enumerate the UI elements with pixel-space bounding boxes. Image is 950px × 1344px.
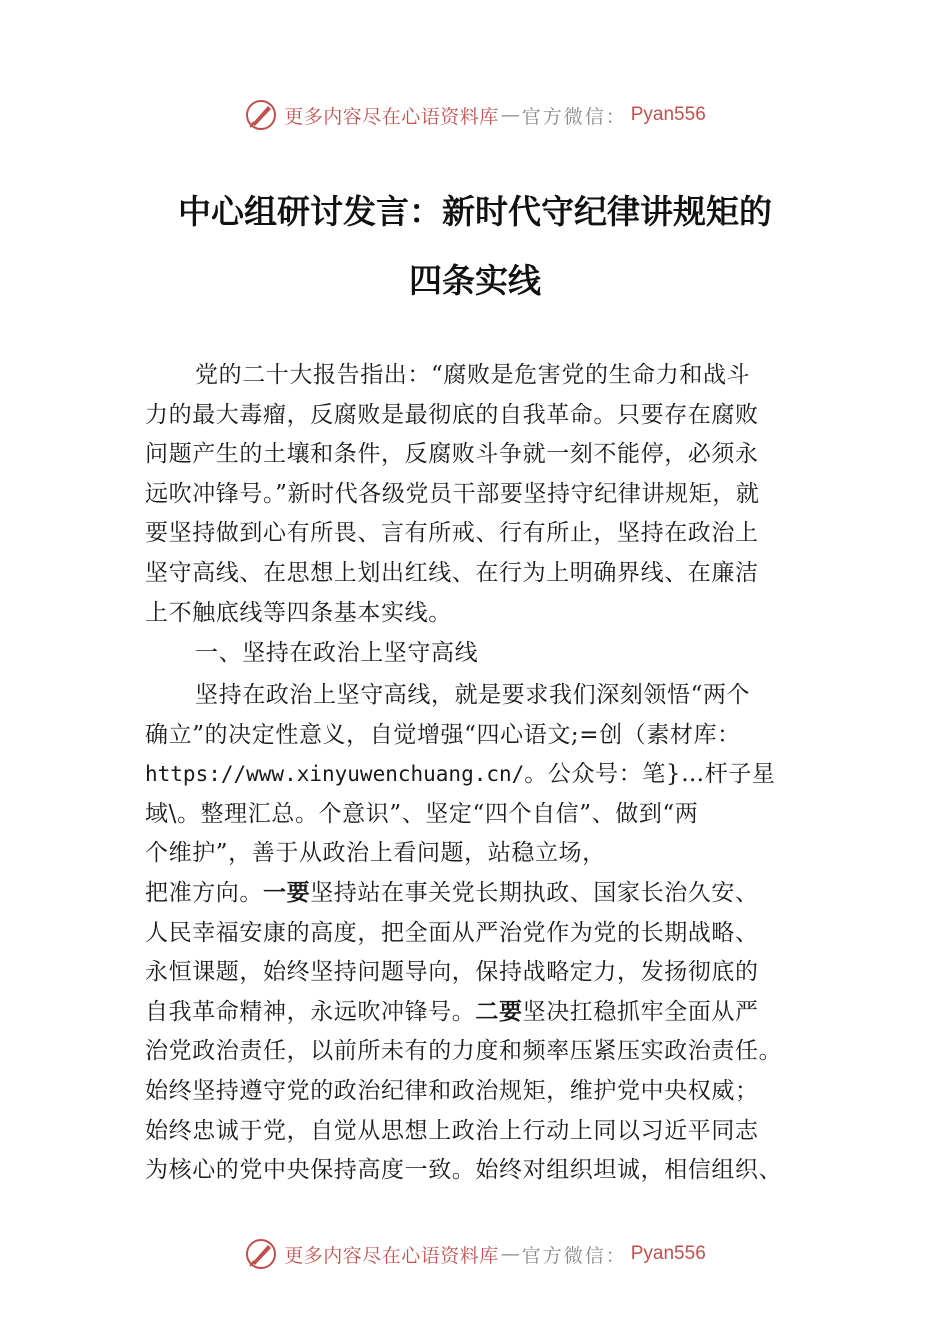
paragraph-line: 党的二十大报告指出：“腐败是危害党的生命力和战斗 [195, 362, 751, 388]
paragraph-line [145, 874, 825, 914]
paragraph-text: 把准方向。 [145, 879, 263, 906]
paragraph-line: 域\。整理汇总。个意识”、坚定“四个自信”、做到“两 [145, 800, 699, 827]
footer-banner [0, 1234, 950, 1274]
paragraph-line [145, 755, 825, 795]
banner-wechat-label: 官方微信： [521, 105, 627, 128]
paragraph-line [145, 993, 825, 1033]
url-link[interactable]: https://www.xinyuwenchuang.cn/ [145, 762, 525, 787]
paragraph-line: 力的最大毒瘤，反腐败是最彻底的自我革命。只要存在腐败 [145, 401, 759, 428]
banner-wechat-label: 官方微信： [521, 1244, 627, 1267]
paragraph-line: 上不触底线等四条基本实线。 [145, 599, 452, 626]
paragraph-line: 为核心的党中央保持高度一致。始终对组织坦诚，相信组织、 [145, 1157, 783, 1184]
banner-wechat-id: Pyan556 [630, 1243, 706, 1264]
paragraph-line: 问题产生的土壤和条件，反腐败斗争就一刻不能停，必须永 [145, 441, 759, 468]
paragraph-text: 坚持站在事关党长期执政、国家长治久安、 [310, 879, 759, 906]
paragraph-line: 始终坚持遵守党的政治纪律和政治规矩，维护党中央权威； [145, 1077, 759, 1104]
header-banner [0, 95, 950, 135]
keyword-first: 一要 [263, 879, 311, 906]
banner-text: 更多内容尽在心语资料库 [284, 105, 499, 128]
page-title-line2: 四条实线 [409, 261, 541, 300]
quill-pen-logo [244, 98, 278, 132]
banner-wechat-id: Pyan556 [630, 104, 706, 125]
paragraph-text: 坚决扛稳抓牢全面从严 [522, 998, 759, 1025]
paragraph-line: 远吹冲锋号。”新时代各级党员干部要坚持守纪律讲规矩，就 [145, 480, 760, 507]
paragraph-line: 人民幸福安康的高度，把全面从严治党作为党的长期战略、 [145, 919, 759, 946]
quill-pen-logo [244, 1237, 278, 1271]
paragraph-intro [145, 356, 825, 633]
paragraph-section1 [145, 676, 825, 1191]
page-title-line1: 中心组研讨发言：新时代守纪律讲规矩的 [178, 192, 772, 231]
paragraph-line: 要坚持做到心有所畏、言有所戒、行有所止，坚持在政治上 [145, 520, 759, 547]
banner-separator: — [500, 104, 520, 126]
paragraph-text: 自我革命精神，永远吹冲锋号。 [145, 998, 476, 1025]
banner-text: 更多内容尽在心语资料库 [284, 1244, 499, 1267]
paragraph-line: 治党政治责任，以前所未有的力度和频率压紧压实政治责任。 [145, 1038, 783, 1065]
keyword-second: 二要 [475, 998, 523, 1025]
paragraph-line: 坚守高线、在思想上划出红线、在行为上明确界线、在廉洁 [145, 559, 759, 586]
paragraph-line: 始终忠诚于党，自觉从思想上政治上行动上同以习近平同志 [145, 1117, 759, 1144]
paragraph-line: 坚持在政治上坚守高线，就是要求我们深刻领悟“两个 [195, 682, 751, 708]
paragraph-text: 。公众号：笔}…杆子星 [524, 761, 776, 788]
section-heading: 一、坚持在政治上坚守高线 [195, 640, 479, 666]
banner-separator: — [500, 1243, 520, 1265]
paragraph-line: 永恒课题，始终坚持问题导向，保持战略定力，发扬彻底的 [145, 959, 759, 986]
paragraph-line: 确立”的决定性意义，自觉增强“四心语文;=创（素材库： [145, 721, 741, 748]
paragraph-line: 个维护”，善于从政治上看问题，站稳立场， [145, 840, 606, 867]
